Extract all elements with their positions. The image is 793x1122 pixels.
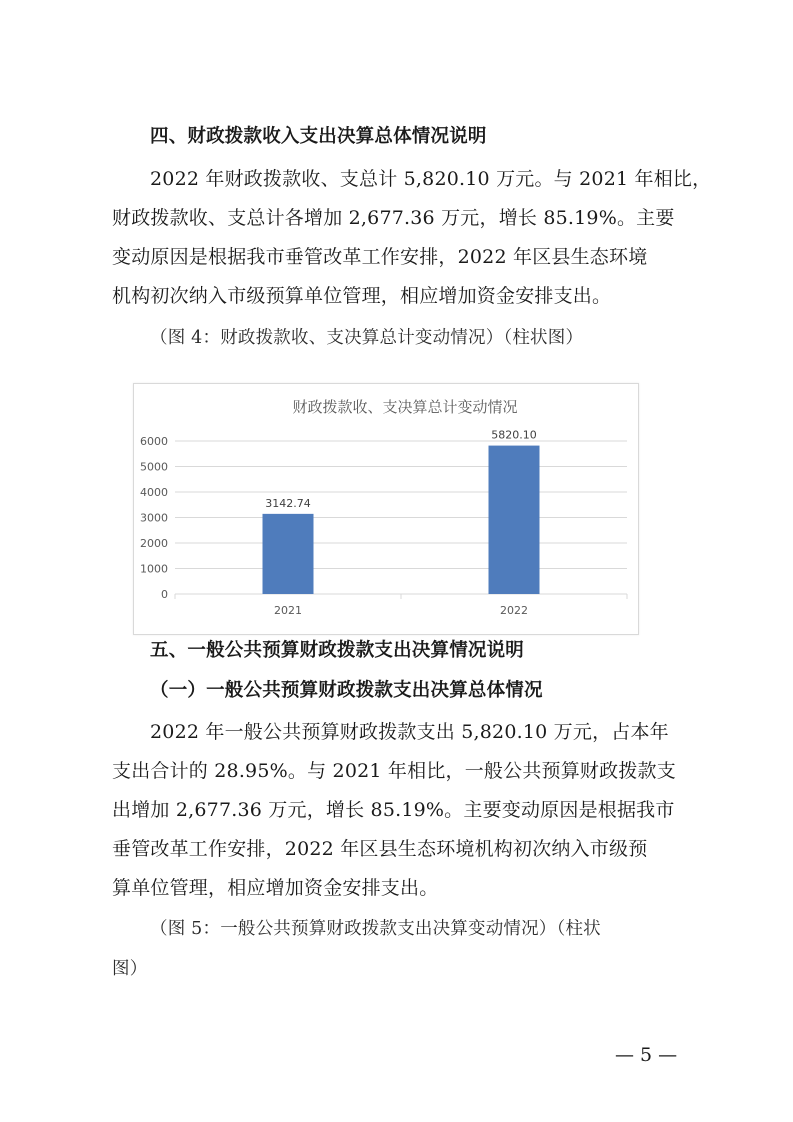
y-tick-label: 6000 bbox=[140, 435, 168, 448]
y-tick-label: 5000 bbox=[140, 460, 168, 474]
section4-heading: 四、财政拨款收入支出决算总体情况说明 bbox=[150, 126, 487, 147]
y-tick-label: 3000 bbox=[140, 511, 168, 525]
section4-line-2: 财政拨款收、支总计各增加 2,677.36 万元，增长 85.19%。主要 bbox=[112, 207, 675, 229]
section5-subheading: （一）一般公共预算财政拨款支出决算总体情况 bbox=[150, 680, 543, 701]
section4-line-1: 2022 年财政拨款收、支总计 5,820.10 万元。与 2021 年相比， bbox=[150, 168, 712, 190]
x-tick-label-2022: 2022 bbox=[500, 604, 528, 617]
y-tick-label: 0 bbox=[161, 588, 168, 601]
section5-line-1: 2022 年一般公共预算财政拨款支出 5,820.10 万元，占本年 bbox=[150, 721, 669, 743]
y-tick-label: 1000 bbox=[140, 562, 168, 576]
section5-line-5: 算单位管理，相应增加资金安排支出。 bbox=[112, 877, 439, 899]
section4-line-4: 机构初次纳入市级预算单位管理，相应增加资金安排支出。 bbox=[112, 285, 612, 307]
x-tick-label-2021: 2021 bbox=[274, 604, 302, 617]
section5-line-4: 垂管改革工作安排，2022 年区县生态环境机构初次纳入市级预 bbox=[112, 838, 648, 860]
section5-line-2: 支出合计的 28.95%。与 2021 年相比，一般公共预算财政拨款支 bbox=[112, 760, 676, 782]
data-label-2022: 5820.10 bbox=[491, 428, 537, 442]
bar-2022 bbox=[489, 446, 540, 594]
data-label-2021: 3142.74 bbox=[265, 496, 311, 510]
bar-2021 bbox=[263, 514, 314, 594]
figure4-chart bbox=[133, 383, 639, 635]
figure4-caption: （图 4：财政拨款收、支决算总计变动情况）（柱状图） bbox=[150, 328, 584, 348]
page-number: — 5 — bbox=[615, 1044, 678, 1066]
figure5-caption-line-2: 图） bbox=[112, 959, 148, 979]
section5-line-3: 出增加 2,677.36 万元，增长 85.19%。主要变动原因是根据我市 bbox=[112, 799, 675, 821]
y-tick-label: 4000 bbox=[140, 486, 168, 499]
y-tick-label: 2000 bbox=[140, 537, 168, 550]
chart-title: 财政拨款收、支决算总计变动情况 bbox=[292, 398, 518, 416]
section4-line-3: 变动原因是根据我市垂管改革工作安排，2022 年区县生态环境 bbox=[112, 246, 648, 268]
bar-chart-svg bbox=[134, 384, 638, 634]
figure5-caption-line-1: （图 5：一般公共预算财政拨款支出决算变动情况）（柱状 bbox=[150, 919, 601, 939]
section5-heading: 五、一般公共预算财政拨款支出决算情况说明 bbox=[150, 640, 525, 661]
